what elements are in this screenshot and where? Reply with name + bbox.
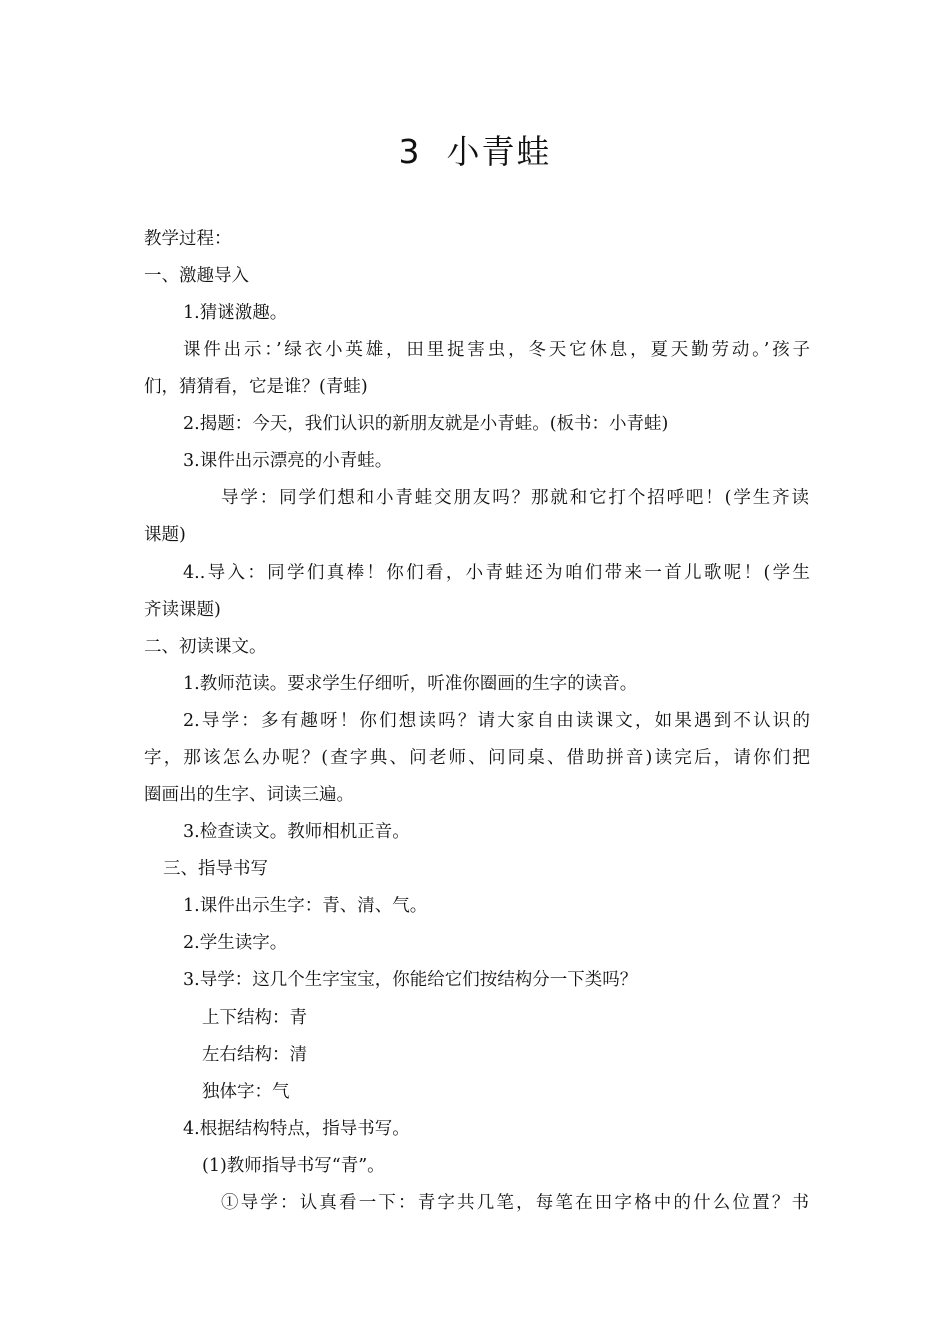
paragraph-line: 左右结构：清 [202, 1045, 307, 1065]
section-heading-1: 一、激趣导入 [144, 266, 249, 286]
paragraph-line: ①导学：认真看一下：青字共几笔，每笔在田字格中的什么位置？书 [221, 1193, 809, 1213]
paragraph-line: 2.导学：多有趣呀！你们想读吗？请大家自由读课文，如果遇到不认识的 [183, 711, 810, 731]
paragraph-line: 3.导学：这几个生字宝宝，你能给它们按结构分一下类吗？ [183, 970, 638, 990]
paragraph-line: (1)教师指导书写“青”。 [202, 1156, 385, 1176]
paragraph-line: 2.学生读字。 [183, 933, 288, 953]
paragraph-line: 1.课件出示生字：青、清、气。 [183, 896, 428, 916]
paragraph-line: 1.教师范读。要求学生仔细听，听准你圈画的生字的读音。 [183, 674, 638, 694]
paragraph-line: 独体字：气 [202, 1082, 290, 1102]
paragraph-line: 3.检查读文。教师相机正音。 [183, 822, 410, 842]
paragraph-line: 4.根据结构特点，指导书写。 [183, 1119, 410, 1139]
paragraph-line: 4..导入：同学们真棒！你们看，小青蛙还为咱们带来一首儿歌呢！(学生 [183, 563, 810, 583]
paragraph-line: 2.揭题：今天，我们认识的新朋友就是小青蛙。(板书：小青蛙) [183, 414, 669, 434]
section-heading-2: 二、初读课文。 [144, 637, 267, 657]
paragraph-line: 齐读课题) [144, 600, 221, 620]
paragraph-line: 课题) [144, 525, 186, 545]
paragraph-line: 圈画出的生字、词读三遍。 [144, 785, 354, 805]
paragraph-line: 字，那该怎么办呢？(查字典、问老师、问同桌、借助拼音)读完后，请你们把 [144, 748, 810, 768]
paragraph-line: 们，猜猜看，它是谁？(青蛙) [144, 377, 368, 397]
paragraph-line: 3.课件出示漂亮的小青蛙。 [183, 451, 393, 471]
paragraph-line: 上下结构：青 [202, 1008, 307, 1028]
section-heading-3: 三、指导书写 [163, 859, 268, 879]
section-heading-teaching-process: 教学过程： [144, 229, 232, 249]
page-title: 3 小青蛙 [398, 132, 552, 171]
paragraph-line: 1.猜谜激趣。 [183, 303, 288, 323]
paragraph-line: 导学：同学们想和小青蛙交朋友吗？那就和它打个招呼吧！(学生齐读 [221, 488, 809, 508]
paragraph-line: 课件出示：’绿衣小英雄，田里捉害虫，冬天它休息，夏天勤劳动。’孩子 [183, 340, 810, 360]
